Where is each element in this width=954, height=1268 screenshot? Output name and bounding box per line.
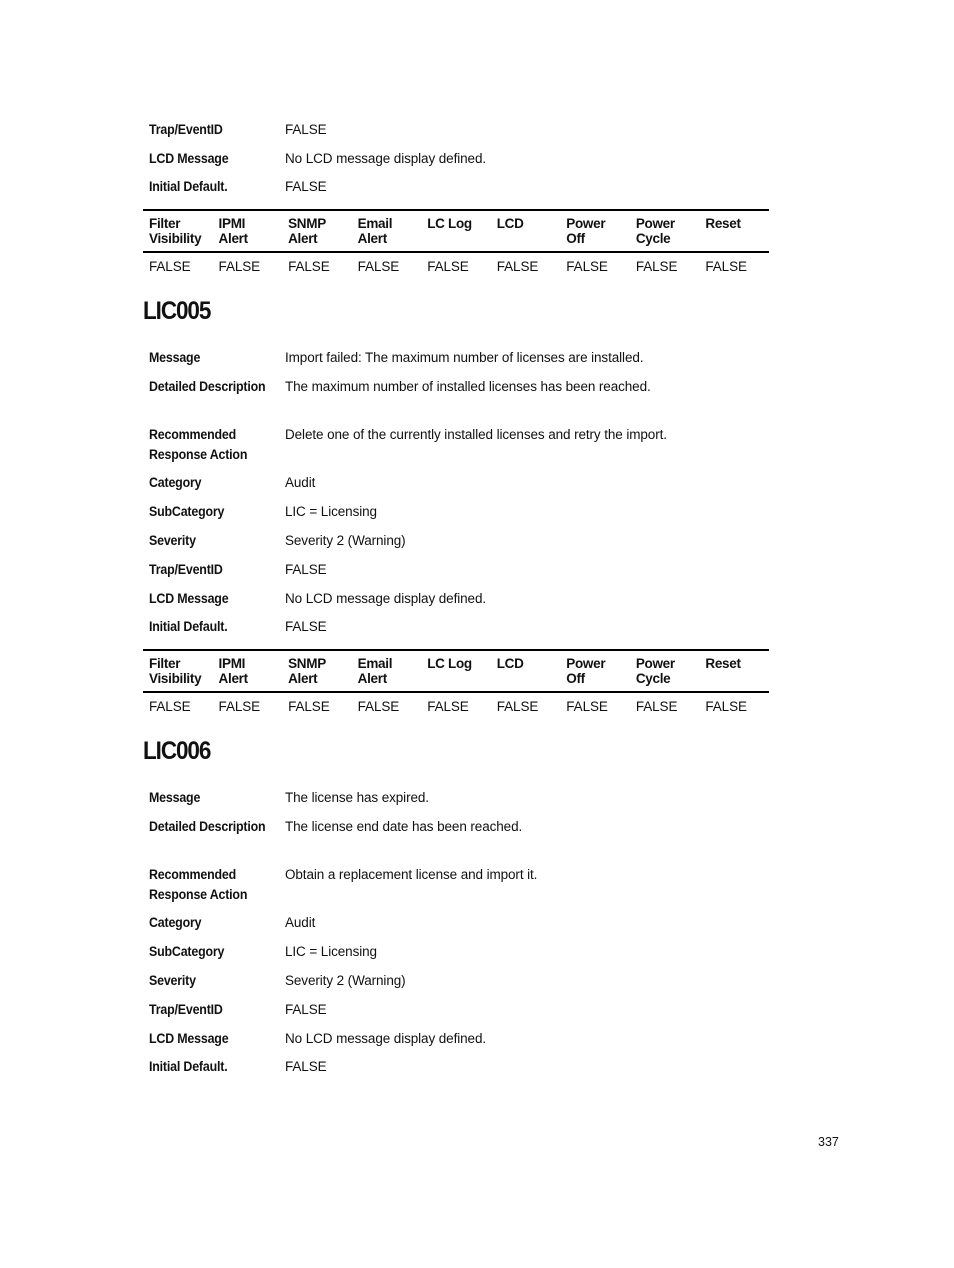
property-row-recommended-action bbox=[149, 425, 769, 473]
filter-value: FALSE bbox=[149, 259, 191, 274]
property-row-severity bbox=[149, 971, 769, 1000]
property-label: Recommended Response Action bbox=[149, 427, 248, 462]
property-value: FALSE bbox=[285, 179, 327, 194]
filter-value: FALSE bbox=[635, 259, 678, 274]
filter-value: FALSE bbox=[218, 259, 261, 274]
property-label: Severity bbox=[149, 973, 196, 988]
property-row-message bbox=[149, 348, 769, 377]
filter-value: FALSE bbox=[357, 259, 400, 274]
filter-header: Reset bbox=[699, 650, 769, 692]
property-row-category bbox=[149, 913, 769, 942]
property-value: LIC = Licensing bbox=[285, 504, 377, 519]
filter-header: LC Log bbox=[421, 650, 491, 692]
filter-header: Power Cycle bbox=[630, 650, 700, 692]
filter-value: FALSE bbox=[496, 259, 539, 274]
filter-header: Filter Visibility bbox=[143, 210, 213, 252]
filter-value: FALSE bbox=[427, 699, 469, 714]
filter-value: FALSE bbox=[635, 699, 678, 714]
property-value: No LCD message display defined. bbox=[285, 1031, 487, 1046]
property-value: FALSE bbox=[285, 122, 327, 137]
filter-value: FALSE bbox=[218, 699, 261, 714]
property-value: Obtain a replacement license and import it. bbox=[285, 867, 538, 882]
property-label: Initial Default. bbox=[149, 619, 228, 634]
filter-header: IPMI Alert bbox=[213, 210, 283, 252]
lic005-properties bbox=[149, 348, 769, 645]
filter-value: FALSE bbox=[705, 259, 747, 274]
filter-value: FALSE bbox=[496, 699, 539, 714]
property-label: Trap/EventID bbox=[149, 122, 223, 137]
property-label: Message bbox=[149, 790, 201, 805]
property-label: Trap/EventID bbox=[149, 1002, 223, 1017]
property-label: SubCategory bbox=[149, 944, 225, 959]
property-value: Severity 2 (Warning) bbox=[285, 533, 406, 548]
property-value: Severity 2 (Warning) bbox=[285, 973, 406, 988]
filter-value: FALSE bbox=[566, 259, 608, 274]
property-row-subcategory bbox=[149, 942, 769, 971]
property-value: FALSE bbox=[285, 619, 327, 634]
property-value: Audit bbox=[285, 915, 316, 930]
property-value: No LCD message display defined. bbox=[285, 151, 487, 166]
property-row-initial-default bbox=[149, 1057, 769, 1085]
property-label: Initial Default. bbox=[149, 179, 228, 194]
property-label: Detailed Description bbox=[149, 819, 266, 834]
filter-header-row bbox=[143, 210, 769, 252]
property-value: Import failed: The maximum number of licenses are installed. bbox=[285, 350, 644, 365]
filter-header: SNMP Alert bbox=[282, 210, 352, 252]
property-label: Detailed Description bbox=[149, 379, 266, 394]
property-row-severity bbox=[149, 531, 769, 560]
property-row-trap bbox=[149, 120, 769, 149]
filter-header: LC Log bbox=[421, 210, 491, 252]
filter-value: FALSE bbox=[566, 699, 608, 714]
property-label: Trap/EventID bbox=[149, 562, 223, 577]
property-row-detailed-description bbox=[149, 377, 769, 425]
property-row-detailed-description bbox=[149, 817, 769, 865]
filter-value: FALSE bbox=[357, 699, 400, 714]
property-value: Audit bbox=[285, 475, 316, 490]
filter-header: Reset bbox=[699, 210, 769, 252]
property-row-trap bbox=[149, 560, 769, 589]
filter-header: Power Off bbox=[560, 210, 630, 252]
filter-value-row bbox=[143, 692, 769, 715]
property-value: FALSE bbox=[285, 1059, 327, 1074]
property-value: FALSE bbox=[285, 562, 327, 577]
property-label: LCD Message bbox=[149, 1031, 229, 1046]
property-value: The license end date has been reached. bbox=[285, 819, 523, 834]
property-value: LIC = Licensing bbox=[285, 944, 377, 959]
filter-header: Email Alert bbox=[352, 210, 422, 252]
section-heading-lic005: LIC005 bbox=[143, 297, 211, 325]
filter-header: Power Off bbox=[560, 650, 630, 692]
filter-header: Filter Visibility bbox=[143, 650, 213, 692]
section-heading-lic006: LIC006 bbox=[143, 737, 211, 765]
property-row-lcd bbox=[149, 589, 769, 617]
property-label: LCD Message bbox=[149, 591, 229, 606]
property-row-lcd bbox=[149, 149, 769, 177]
property-value: FALSE bbox=[285, 1002, 327, 1017]
filter-value: FALSE bbox=[288, 259, 330, 274]
property-row-subcategory bbox=[149, 502, 769, 531]
property-row-trap bbox=[149, 1000, 769, 1029]
property-label: Recommended Response Action bbox=[149, 867, 248, 902]
property-label: Category bbox=[149, 915, 202, 930]
filter-value: FALSE bbox=[149, 699, 191, 714]
filter-table-top bbox=[143, 209, 769, 275]
property-label: SubCategory bbox=[149, 504, 225, 519]
filter-header: SNMP Alert bbox=[282, 650, 352, 692]
filter-header: LCD bbox=[491, 650, 561, 692]
property-value: Delete one of the currently installed licenses and retry the import. bbox=[285, 427, 667, 442]
property-row-lcd bbox=[149, 1029, 769, 1057]
filter-header: Power Cycle bbox=[630, 210, 700, 252]
filter-header-row bbox=[143, 650, 769, 692]
filter-header: LCD bbox=[491, 210, 561, 252]
property-label: Category bbox=[149, 475, 202, 490]
filter-header: IPMI Alert bbox=[213, 650, 283, 692]
property-label: Initial Default. bbox=[149, 1059, 228, 1074]
top-properties bbox=[149, 120, 769, 205]
filter-value: FALSE bbox=[427, 259, 469, 274]
lic006-properties bbox=[149, 788, 769, 1085]
property-value: No LCD message display defined. bbox=[285, 591, 487, 606]
property-row-initial-default bbox=[149, 617, 769, 645]
filter-header: Email Alert bbox=[352, 650, 422, 692]
filter-value: FALSE bbox=[705, 699, 747, 714]
filter-value-row bbox=[143, 252, 769, 275]
filter-table-lic005 bbox=[143, 649, 769, 715]
property-label: LCD Message bbox=[149, 151, 229, 166]
property-row-recommended-action bbox=[149, 865, 769, 913]
property-value: The license has expired. bbox=[285, 790, 429, 805]
property-row-category bbox=[149, 473, 769, 502]
property-row-message bbox=[149, 788, 769, 817]
filter-value: FALSE bbox=[288, 699, 330, 714]
page-number: 337 bbox=[818, 1135, 839, 1149]
property-value: The maximum number of installed licenses has been reached. bbox=[285, 379, 651, 394]
property-label: Message bbox=[149, 350, 201, 365]
property-label: Severity bbox=[149, 533, 196, 548]
property-row-initial-default bbox=[149, 177, 769, 205]
